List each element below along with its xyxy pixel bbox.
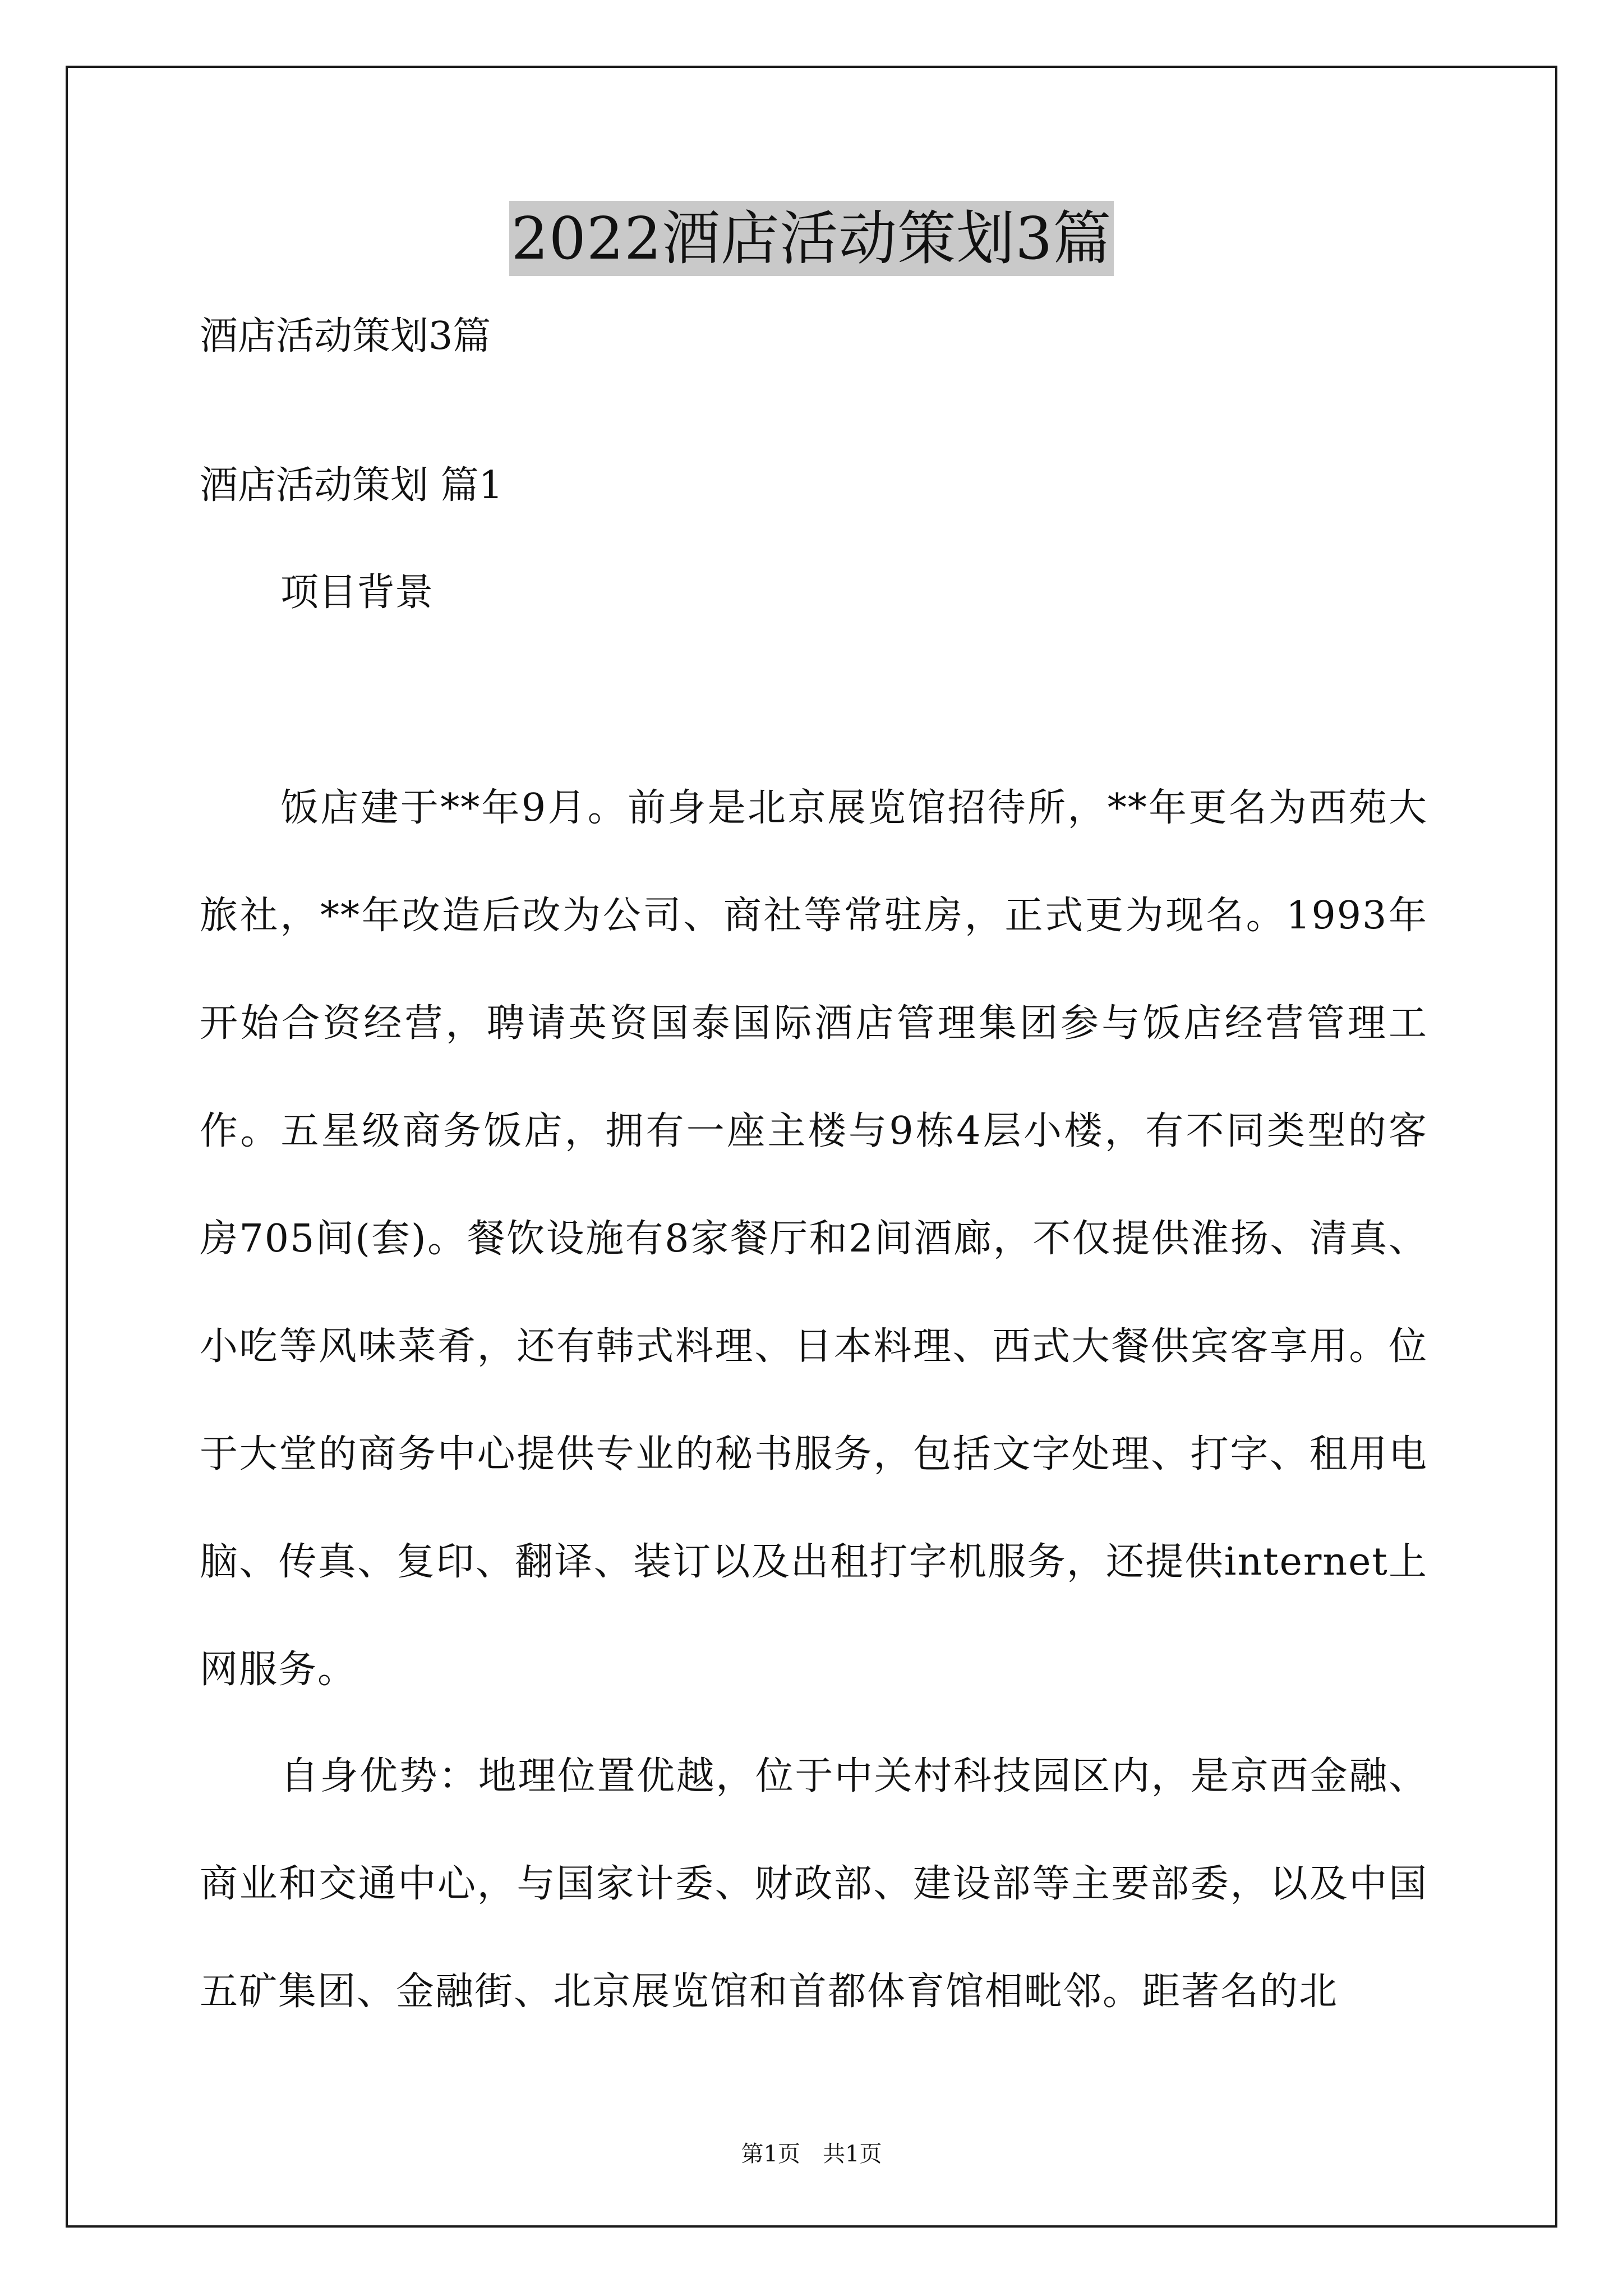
part-heading: 酒店活动策划 篇1 — [200, 463, 503, 508]
body-paragraph: 自身优势：地理位置优越，位于中关村科技园区内，是京西金融、商业和交通中心，与国家计委、财政部、建设部等主要部委，以及中国五矿集团、金融街、北京展览馆和首都体育馆相毗邻。距著名的北 — [200, 1754, 1428, 2014]
document-title — [0, 201, 1623, 276]
body-paragraph: 饭店建于**年9月。前身是北京展览馆招待所，**年更名为西苑大旅社，**年改造后改为公司、商社等常驻房，正式更为现名。1993年开始合资经营，聘请英资国泰国际酒店管理集团参与饭店经营管理工作。五星级商务饭店，拥有一座主楼与9栋4层小楼，有不同类型的客房705间(套)。餐饮设施有8家餐厅和2间酒廊，不仅提供淮扬、清真、小吃等风味菜肴，还有韩式料理、日本料理、西式大餐供宾客享用。位于大堂的商务中心提供专业的秘书服务，包括文字处理、打字、租用电脑、传真、复印、翻译、装订以及出租打字机服务，还提供internet上网服务。 — [200, 786, 1428, 1692]
document-title-text: 2022酒店活动策划3篇 — [509, 201, 1114, 276]
section-heading: 项目背景 — [280, 570, 434, 615]
document-subtitle: 酒店活动策划3篇 — [200, 314, 491, 358]
page-footer: 第1页 共1页 — [741, 2141, 882, 2167]
